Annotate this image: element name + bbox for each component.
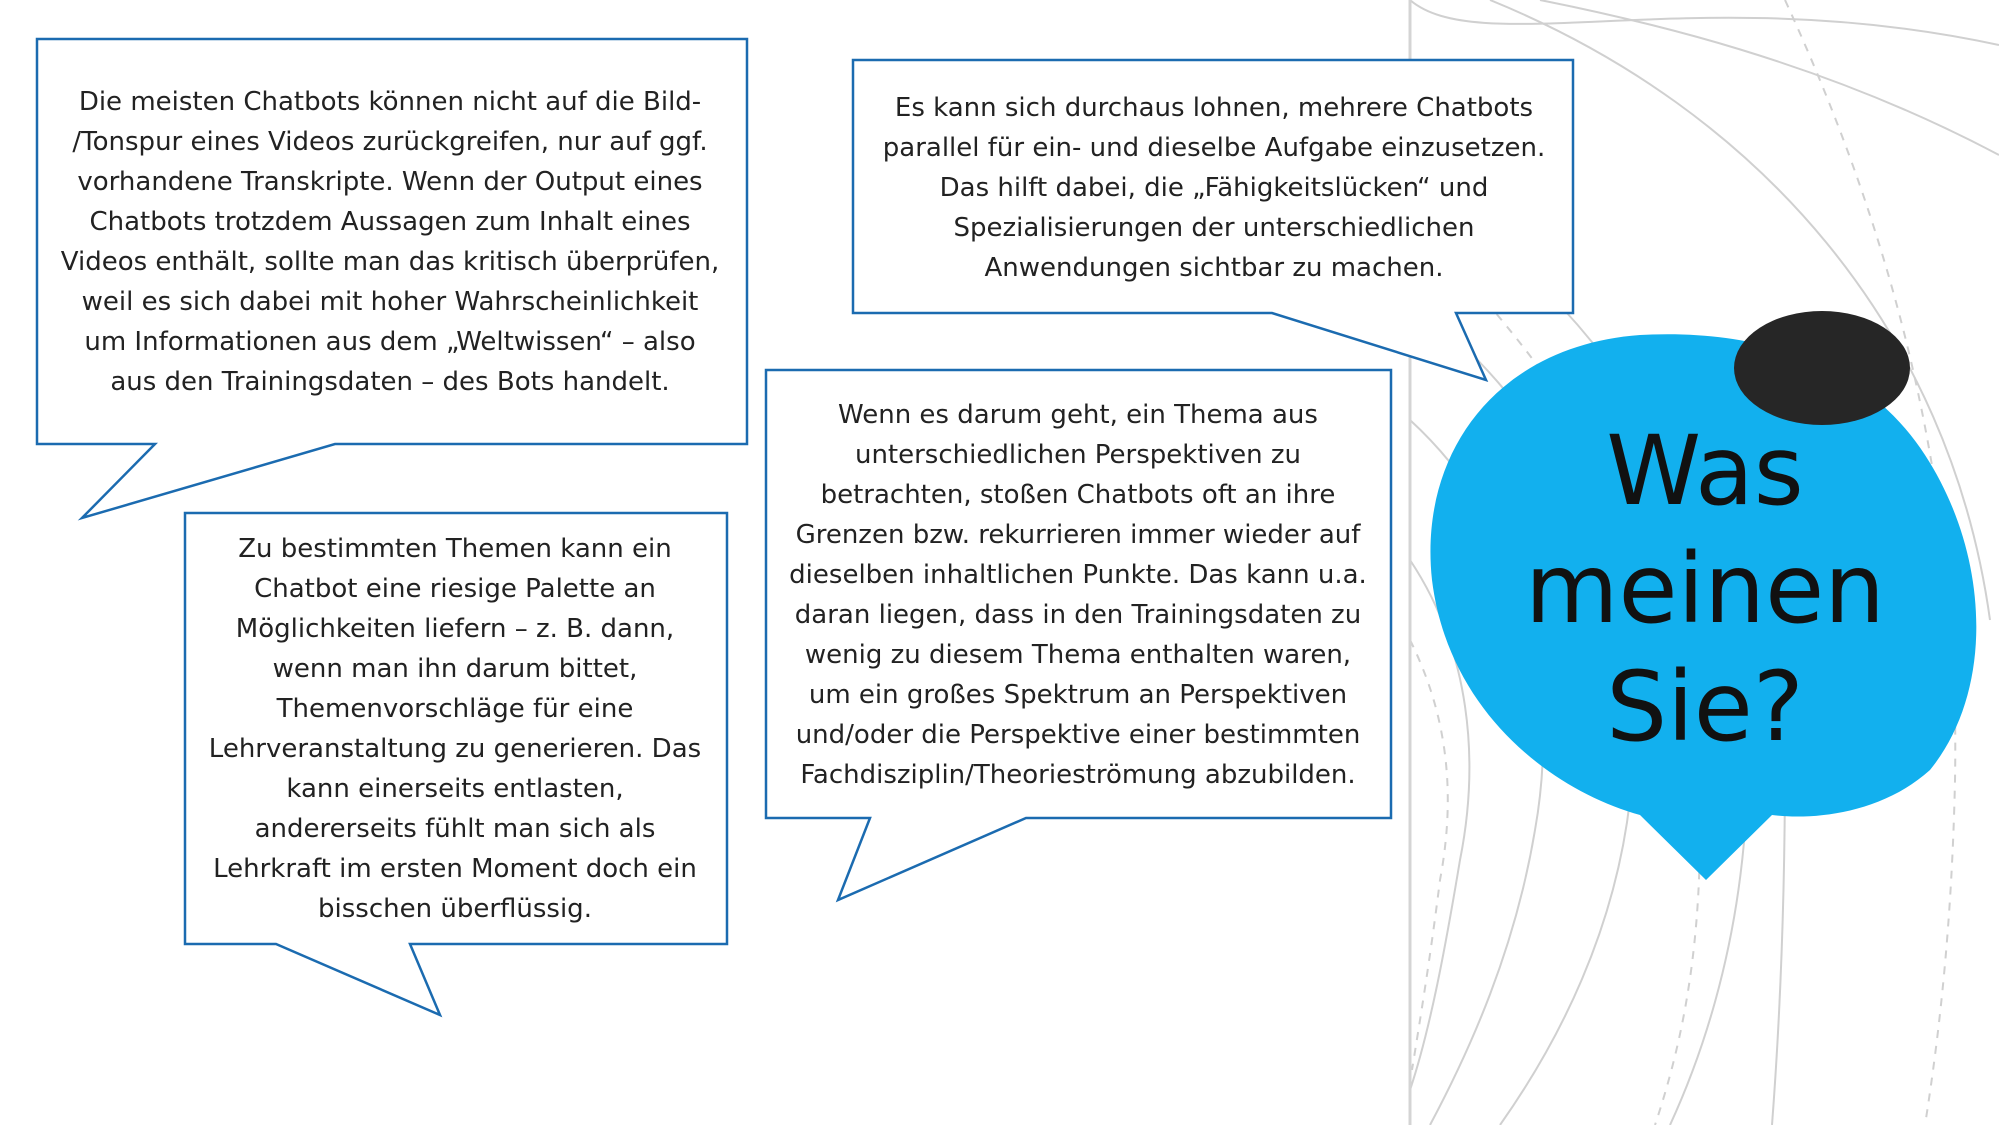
text-line: Grenzen bzw. rekurrieren immer wieder auf [795, 520, 1361, 550]
text-line: weil es sich dabei mit hoher Wahrscheinlichkeit [81, 287, 699, 317]
arc-9-dashed [1410, 640, 1448, 1070]
text-line: andererseits fühlt man sich als [254, 814, 656, 844]
text-line: Anwendungen sichtbar zu machen. [984, 253, 1444, 283]
bubble-text-video [50, 82, 730, 402]
text-line: Lehrkraft im ersten Moment doch ein [213, 854, 697, 884]
text-line: Zu bestimmten Themen kann ein [238, 534, 672, 564]
text-line: um Informationen aus dem „Weltwissen“ – also [84, 327, 696, 357]
text-line: Spezialisierungen der unterschiedlichen [953, 213, 1475, 243]
text-line: dieselben inhaltlichen Punkte. Das kann u.a. [789, 560, 1367, 590]
question-title [1455, 412, 1955, 766]
text-line: vorhandene Transkripte. Wenn der Output eines [77, 167, 703, 197]
text-line: Chatbots trotzdem Aussagen zum Inhalt eines [89, 207, 691, 237]
arc-2 [1540, 0, 1999, 155]
text-line: Videos enthält, sollte man das kritisch überprüfen, [60, 247, 720, 277]
question-line: Was [1606, 415, 1804, 527]
bubble-text-multiple-chatbots [858, 88, 1570, 288]
text-line: Lehrveranstaltung zu generieren. Das [208, 734, 702, 764]
text-line: betrachten, stoßen Chatbots oft an ihre [820, 480, 1336, 510]
bubble-text-perspectives [778, 395, 1378, 795]
text-line: bisschen überflüssig. [318, 894, 592, 924]
text-line: unterschiedlichen Perspektiven zu [854, 440, 1302, 470]
text-line: Die meisten Chatbots können nicht auf die Bild- [78, 87, 702, 117]
text-line: um ein großes Spektrum an Perspektiven [808, 680, 1348, 710]
text-line: wenn man ihn darum bittet, [272, 654, 638, 684]
text-line: parallel für ein- und dieselbe Aufgabe einzusetzen. [882, 133, 1546, 163]
text-line: und/oder die Perspektive einer bestimmten [795, 720, 1361, 750]
bubble-text-palette [195, 529, 715, 929]
text-line: wenig zu diesem Thema enthalten waren, [804, 640, 1352, 670]
question-line: Sie? [1606, 651, 1804, 763]
text-line: aus den Trainingsdaten – des Bots handelt. [110, 367, 670, 397]
text-line: Chatbot eine riesige Palette an [254, 574, 656, 604]
text-line: daran liegen, dass in den Trainingsdaten zu [794, 600, 1362, 630]
question-line: meinen [1525, 533, 1885, 645]
dark-spot [1734, 311, 1910, 425]
text-line: Das hilft dabei, die „Fähigkeitslücken“ und [939, 173, 1489, 203]
text-line: Es kann sich durchaus lohnen, mehrere Chatbots [894, 93, 1534, 123]
text-line: Fachdisziplin/Theorieströmung abzubilden. [800, 760, 1356, 790]
text-line: Themenvorschläge für eine [276, 694, 634, 724]
text-line: kann einerseits entlasten, [286, 774, 624, 804]
text-line: Wenn es darum geht, ein Thema aus [838, 400, 1318, 430]
text-line: /Tonspur eines Videos zurückgreifen, nur auf ggf. [72, 127, 708, 157]
text-line: Möglichkeiten liefern – z. B. dann, [235, 614, 675, 644]
